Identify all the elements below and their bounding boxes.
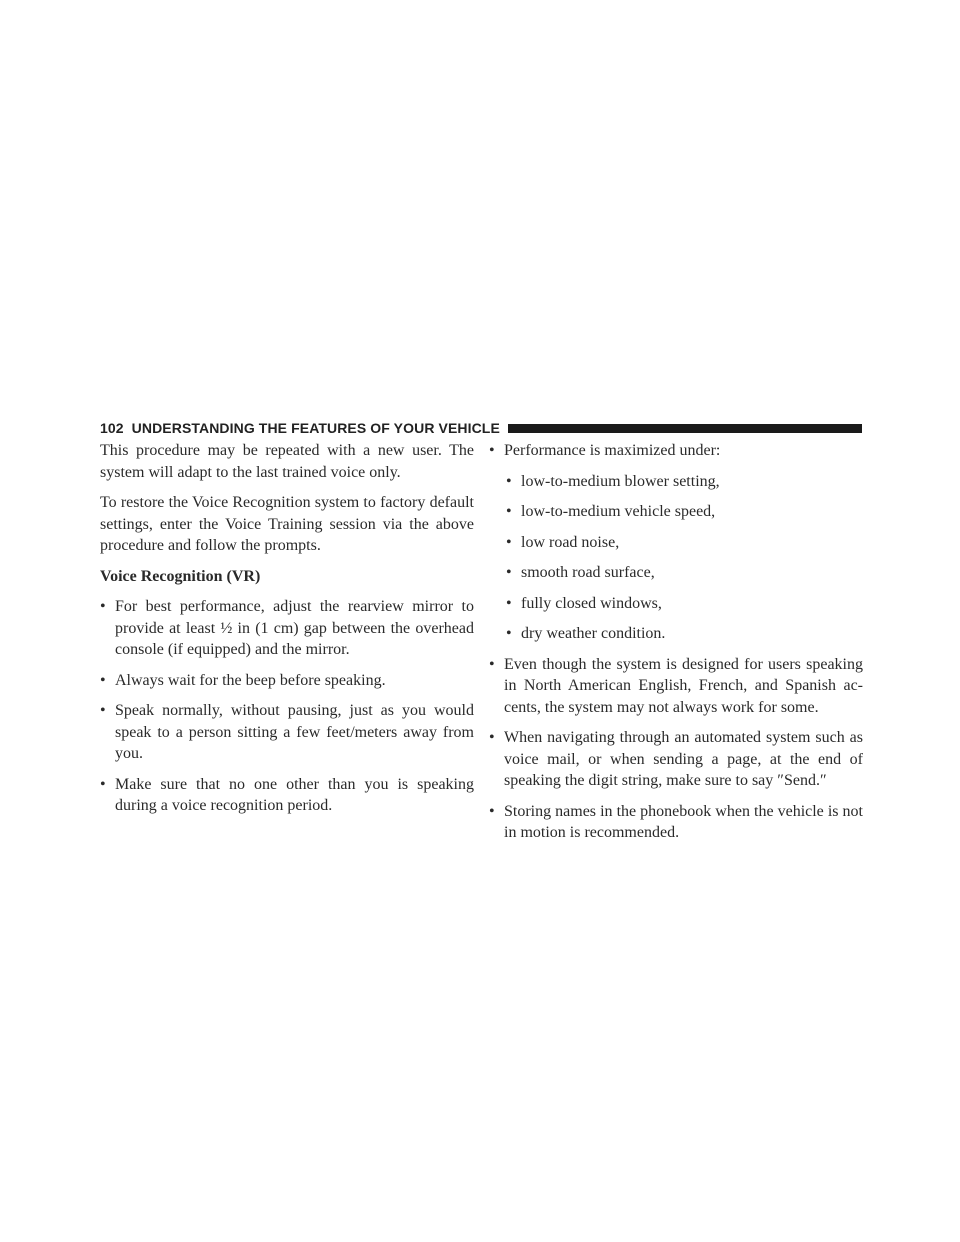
vr-notes-list xyxy=(489,654,863,844)
list-item xyxy=(100,670,474,692)
list-item xyxy=(489,654,863,719)
bullet-icon: • xyxy=(489,655,495,673)
list-item-text: When navigating through an automated system such as voice mail, or when sending a page, at the end of speaking the digit string, make sure to say ″Send.″ xyxy=(504,729,863,789)
sub-list-item xyxy=(506,532,863,554)
bullet-icon: • xyxy=(506,533,512,551)
voice-recognition-heading: Voice Recognition (VR) xyxy=(100,567,261,585)
list-item-text: For best performance, adjust the rearview mirror to provide at least ½ in (1 cm) gap between the overhead console (if equipped) and the mirror. xyxy=(115,598,474,658)
list-item-text: Performance is maximized under: xyxy=(504,442,721,459)
list-item-text: Storing names in the phonebook when the vehicle is not in motion is recommended. xyxy=(504,802,863,841)
bullet-icon: • xyxy=(489,729,495,746)
sub-list-item xyxy=(506,471,863,493)
sub-list-item xyxy=(506,593,863,615)
bullet-icon: • xyxy=(489,442,495,459)
sub-list-item-text: dry weather condition. xyxy=(521,625,666,642)
list-item xyxy=(489,440,863,462)
performance-conditions-list xyxy=(489,471,863,645)
list-item xyxy=(100,774,474,817)
sub-list-item-text: low-to-medium vehicle speed, xyxy=(521,503,716,520)
list-item xyxy=(100,700,474,765)
paragraph-retrain: This procedure may be repeated with a new user. The system will adapt to the last trained voice only. xyxy=(100,442,474,481)
list-item-text: Speak normally, without pausing, just as you would speak to a person sitting a few feet/meters away from you. xyxy=(115,702,474,762)
bullet-icon: • xyxy=(506,564,512,581)
sub-list-item xyxy=(506,623,863,645)
left-column xyxy=(100,440,474,826)
list-item xyxy=(100,596,474,661)
sub-list-item-text: low-to-medium blower setting, xyxy=(521,472,720,490)
bullet-icon: • xyxy=(100,775,106,793)
list-item xyxy=(489,801,863,844)
right-column xyxy=(489,440,863,853)
bullet-icon: • xyxy=(506,594,512,612)
sub-list-item xyxy=(506,501,863,523)
list-item-text: Even though the system is designed for users speaking in North American English, French, and Spanish ac- cents, the system may not always work for some. xyxy=(504,655,863,716)
page-header xyxy=(100,418,862,438)
sub-list-item xyxy=(506,562,863,584)
bullet-icon: • xyxy=(506,625,512,642)
bullet-icon: • xyxy=(100,598,106,615)
sub-list-item-text: fully closed windows, xyxy=(521,594,662,612)
header-rule xyxy=(508,424,862,433)
paragraph-restore-defaults: To restore the Voice Recognition system to factory default settings, enter the Voice Training session via the above procedure and follow the prompts. xyxy=(100,494,474,554)
vr-conditions-list xyxy=(489,440,863,462)
bullet-icon: • xyxy=(100,702,106,719)
bullet-icon: • xyxy=(489,802,495,820)
page-number: 102 xyxy=(100,420,124,436)
list-item-text: Always wait for the beep before speaking. xyxy=(115,671,386,689)
sub-list-item-text: smooth road surface, xyxy=(521,564,655,581)
section-title: UNDERSTANDING THE FEATURES OF YOUR VEHICLE xyxy=(131,420,500,436)
vr-tips-list xyxy=(100,596,474,817)
list-item-text: Make sure that no one other than you is speaking during a voice recognition period. xyxy=(115,775,474,814)
bullet-icon: • xyxy=(506,472,512,490)
bullet-icon: • xyxy=(506,503,512,520)
sub-list-item-text: low road noise, xyxy=(521,533,620,551)
bullet-icon: • xyxy=(100,671,106,689)
list-item xyxy=(489,727,863,792)
